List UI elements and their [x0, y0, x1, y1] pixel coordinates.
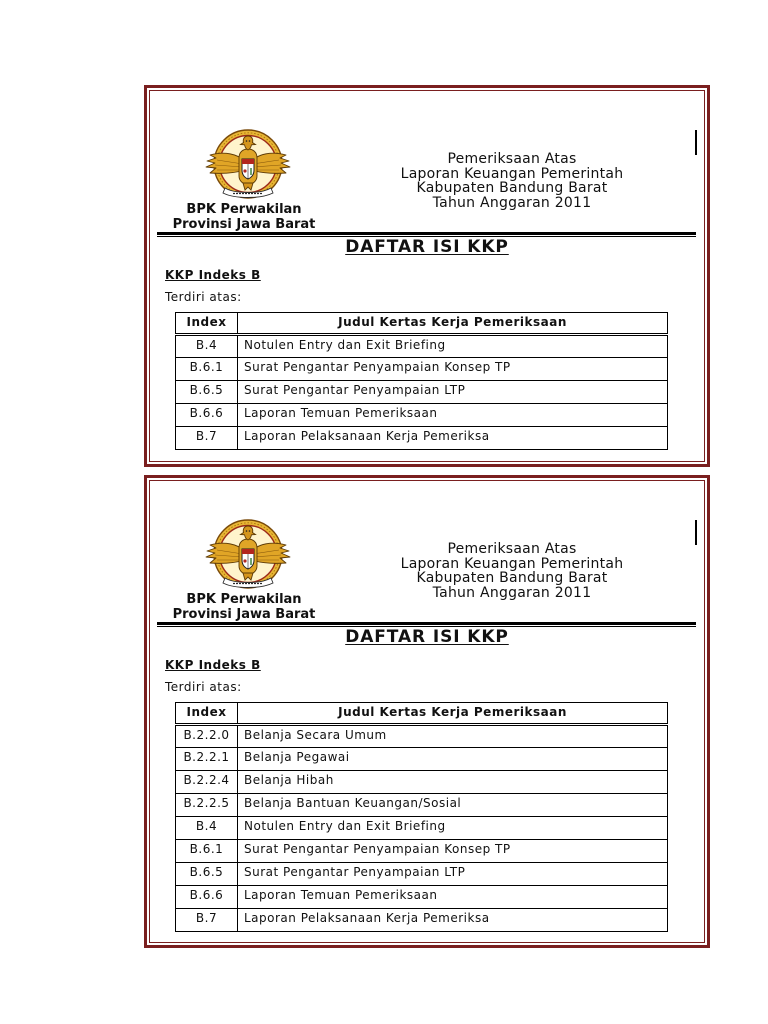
cell-title: Belanja Secara Umum: [238, 725, 668, 748]
cell-title: Surat Pengantar Penyampaian Konsep TP: [238, 840, 668, 863]
column-header-index: Index: [176, 313, 238, 335]
column-header-index: Index: [176, 703, 238, 725]
report-header-line: Pemeriksaan Atas: [447, 541, 577, 557]
cell-title: Notulen Entry dan Exit Briefing: [238, 817, 668, 840]
report-header-line: Kabupaten Bandung Barat: [416, 570, 608, 587]
report-header-line: Laporan Keuangan Pemerintah: [400, 555, 624, 572]
table-row: [176, 886, 668, 909]
org-line-1: BPK Perwakilan: [186, 202, 302, 217]
cell-title: Notulen Entry dan Exit Briefing: [238, 335, 668, 358]
cell-title: Laporan Temuan Pemeriksaan: [238, 404, 668, 427]
section-heading: KKP Indeks B: [165, 268, 261, 282]
cell-title: Surat Pengantar Penyampaian Konsep TP: [238, 358, 668, 381]
table-row: [176, 381, 668, 404]
report-header-line: Tahun Anggaran 2011: [432, 585, 592, 602]
table-row: [176, 817, 668, 840]
cell-title: Laporan Temuan Pemeriksaan: [238, 886, 668, 909]
table-row: [176, 335, 668, 358]
cell-title: Surat Pengantar Penyampaian LTP: [238, 381, 668, 404]
cell-index: B.2.2.5: [176, 794, 238, 817]
cell-title: Laporan Pelaksanaan Kerja Pemeriksa: [238, 427, 668, 450]
cell-index: B.4: [176, 817, 238, 840]
table-row: [176, 725, 668, 748]
vertical-bar-mark: [695, 520, 697, 545]
org-line-2: Provinsi Jawa Barat: [172, 217, 316, 232]
table-row: [176, 794, 668, 817]
cell-index: B.6.6: [176, 404, 238, 427]
cell-index: B.4: [176, 335, 238, 358]
table-row: [176, 748, 668, 771]
org-name: [154, 592, 334, 622]
report-header-line: Pemeriksaan Atas: [447, 151, 577, 167]
table-row: [176, 427, 668, 450]
org-line-2: Provinsi Jawa Barat: [172, 607, 316, 622]
page-title: DAFTAR ISI KKP: [345, 237, 509, 257]
intro-text: Terdiri atas:: [165, 290, 242, 304]
report-header: [362, 152, 662, 211]
kkp-table: [175, 702, 668, 932]
report-header: [362, 542, 662, 601]
cell-index: B.2.2.0: [176, 725, 238, 748]
bpk-emblem-icon: [205, 128, 291, 202]
report-header-line: Tahun Anggaran 2011: [432, 195, 592, 212]
cell-title: Laporan Pelaksanaan Kerja Pemeriksa: [238, 909, 668, 932]
kkp-card: [144, 475, 710, 948]
column-header-title: Judul Kertas Kerja Pemeriksaan: [238, 703, 668, 725]
cell-index: B.6.1: [176, 840, 238, 863]
kkp-card: [144, 85, 710, 467]
org-name: [154, 202, 334, 232]
bpk-emblem-icon: [205, 518, 291, 592]
cell-index: B.2.2.1: [176, 748, 238, 771]
cell-index: B.7: [176, 909, 238, 932]
table-header-row: [176, 313, 668, 335]
cell-index: B.7: [176, 427, 238, 450]
table-row: [176, 358, 668, 381]
report-header-line: Kabupaten Bandung Barat: [416, 180, 608, 197]
table-row: [176, 404, 668, 427]
cell-title: Surat Pengantar Penyampaian LTP: [238, 863, 668, 886]
column-header-title: Judul Kertas Kerja Pemeriksaan: [238, 313, 668, 335]
vertical-bar-mark: [695, 130, 697, 155]
page-title: DAFTAR ISI KKP: [345, 627, 509, 647]
org-line-1: BPK Perwakilan: [186, 592, 302, 607]
table-row: [176, 863, 668, 886]
cell-index: B.6.5: [176, 863, 238, 886]
section-heading: KKP Indeks B: [165, 658, 261, 672]
cell-index: B.6.1: [176, 358, 238, 381]
cell-title: Belanja Hibah: [238, 771, 668, 794]
kkp-table: [175, 312, 668, 450]
cell-index: B.2.2.4: [176, 771, 238, 794]
cell-title: Belanja Bantuan Keuangan/Sosial: [238, 794, 668, 817]
table-row: [176, 771, 668, 794]
table-row: [176, 909, 668, 932]
report-header-line: Laporan Keuangan Pemerintah: [400, 165, 624, 182]
cell-index: B.6.5: [176, 381, 238, 404]
table-row: [176, 840, 668, 863]
intro-text: Terdiri atas:: [165, 680, 242, 694]
cell-index: B.6.6: [176, 886, 238, 909]
cell-title: Belanja Pegawai: [238, 748, 668, 771]
table-header-row: [176, 703, 668, 725]
